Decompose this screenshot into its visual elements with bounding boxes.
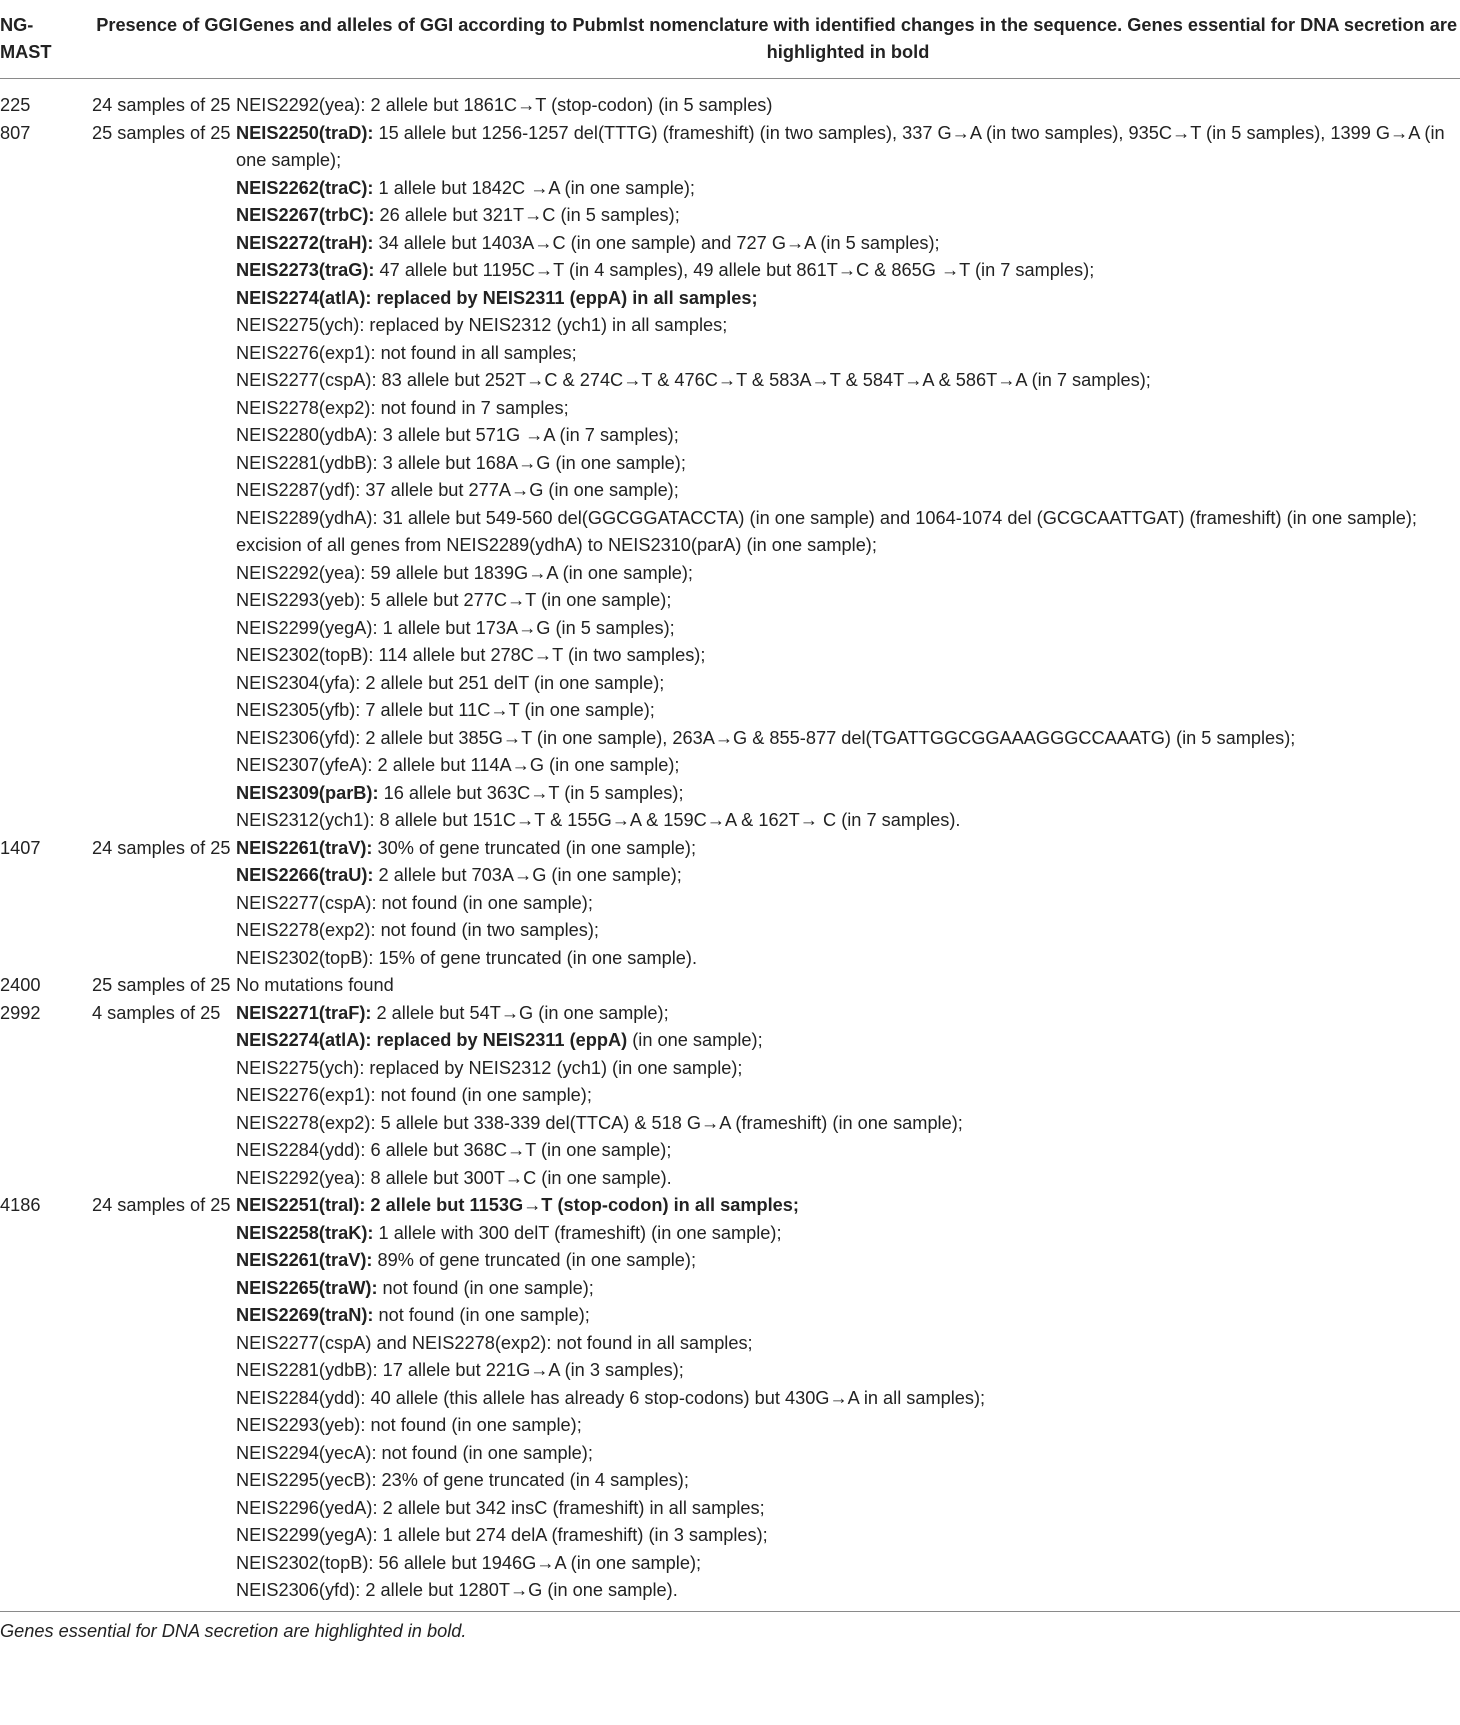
gene-entry (236, 285, 1454, 313)
gene-entry (236, 917, 1454, 945)
essential-gene-label: NEIS2265(traW): (236, 1277, 378, 1298)
gene-entry (236, 1495, 1454, 1523)
gene-change-text: NEIS2295(yecB): 23% of gene truncated (in 4 samples); (236, 1470, 689, 1490)
gene-change-text: NEIS2277(cspA): not found (in one sample); (236, 892, 593, 913)
gene-change-text: 15 allele but 1256-1257 del(TTTG) (frameshift) (in two samples), 337 G→A (in two samples), 935C→T (in 5 samples), 1399 G→A (in one sample); (236, 122, 1445, 170)
gene-change-text: excision of all genes from NEIS2289(ydhA) to NEIS2310(parA) (in one sample); (236, 535, 877, 555)
gene-entry (236, 725, 1454, 753)
gene-entry (236, 642, 1454, 670)
gene-change-text: NEIS2281(ydbB): 17 allele but 221G→A (in 3 samples); (236, 1360, 684, 1380)
gene-entry (236, 615, 1454, 643)
gene-entry (236, 1055, 1454, 1083)
gene-entry (236, 587, 1454, 615)
gene-entry (236, 505, 1454, 533)
genes-cell (236, 1000, 1460, 1193)
gene-entry (236, 202, 1454, 230)
table-row (0, 92, 1460, 120)
essential-gene-label: NEIS2271(traF): (236, 1002, 372, 1023)
gene-entry (236, 477, 1454, 505)
gene-change-text: NEIS2277(cspA): 83 allele but 252T→C & 274C→T & 476C→T & 583A→T & 584T→A & 586T→A (in 7 samples); (236, 370, 1151, 390)
table-row (0, 1192, 1460, 1605)
gene-entry (236, 1330, 1454, 1358)
gene-change-text: NEIS2299(yegA): 1 allele but 173A→G (in 5 samples); (236, 617, 675, 638)
gene-change-text: NEIS2312(ych1): 8 allele but 151C→T & 155G→A & 159C→A & 162T→ C (in 7 samples). (236, 810, 961, 830)
gene-entry (236, 422, 1454, 450)
gene-change-text: NEIS2280(ydbA): 3 allele but 571G →A (in 7 samples); (236, 425, 679, 445)
gene-entry (236, 1357, 1454, 1385)
header-genes: Genes and alleles of GGI according to Pubmlst nomenclature with identified changes in the sequence. Genes essential for DNA secretion are highlighted in bold (238, 15, 1458, 62)
gene-change-text: NEIS2278(exp2): not found (in two samples); (236, 920, 599, 940)
gene-change-text: 1 allele but 1842C →A (in one sample); (373, 177, 695, 198)
gene-entry (236, 1577, 1454, 1605)
gene-entry (236, 945, 1454, 973)
gene-entry (236, 1302, 1454, 1330)
gene-change-text: NEIS2292(yea): 8 allele but 300T→C (in one sample). (236, 1167, 672, 1188)
gene-entry (236, 1522, 1454, 1550)
genes-cell (236, 835, 1460, 973)
gene-change-text: NEIS2306(yfd): 2 allele but 1280T→G (in one sample). (236, 1580, 678, 1600)
gene-entry (236, 1110, 1454, 1138)
gene-entry (236, 532, 1454, 560)
gene-entry (236, 120, 1454, 175)
gene-change-text: not found (in one sample); (373, 1305, 590, 1325)
gene-change-text: NEIS2304(yfa): 2 allele but 251 delT (in one sample); (236, 672, 665, 693)
presence-cell: 25 samples of 25 (92, 975, 231, 995)
gene-entry (236, 1082, 1454, 1110)
gene-change-text: NEIS2293(yeb): 5 allele but 277C→T (in one sample); (236, 590, 672, 610)
essential-gene-label: NEIS2273(traG): (236, 260, 375, 280)
gene-change-text: NEIS2293(yeb): not found (in one sample); (236, 1415, 582, 1435)
essential-gene-label: NEIS2274(atlA): replaced by NEIS2311 (eppA) (236, 1030, 628, 1050)
ngmast-cell: 2992 (0, 1002, 41, 1023)
gene-change-text: 47 allele but 1195C→T (in 4 samples), 49 allele but 861T→C & 865G →T (in 7 samples); (374, 260, 1095, 280)
gene-change-text: 2 allele but 54T→G (in one sample); (371, 1002, 669, 1023)
gene-change-text: NEIS2275(ych): replaced by NEIS2312 (ych1) (in one sample); (236, 1057, 743, 1078)
essential-gene-label: NEIS2251(traI): 2 allele but 1153G→T (stop-codon) in all samples; (236, 1195, 799, 1215)
genes-cell (236, 92, 1460, 120)
essential-gene-label: NEIS2250(traD): (236, 122, 374, 143)
gene-entry (236, 367, 1454, 395)
gene-entry (236, 1275, 1454, 1303)
gene-entry (236, 972, 1454, 1000)
presence-cell: 24 samples of 25 (92, 837, 231, 858)
gene-entry (236, 780, 1454, 808)
gene-entry (236, 395, 1454, 423)
ngmast-cell: 1407 (0, 837, 41, 858)
gene-entry (236, 1027, 1454, 1055)
presence-cell: 24 samples of 25 (92, 95, 231, 115)
gene-change-text: NEIS2305(yfb): 7 allele but 11C→T (in one sample); (236, 700, 655, 720)
gene-change-text: 89% of gene truncated (in one sample); (372, 1250, 696, 1270)
gene-change-text: NEIS2275(ych): replaced by NEIS2312 (ych1) in all samples; (236, 315, 728, 335)
essential-gene-label: NEIS2258(traK): (236, 1222, 374, 1243)
gene-entry (236, 175, 1454, 203)
genes-cell (236, 1192, 1460, 1605)
presence-cell: 25 samples of 25 (92, 122, 231, 143)
table-row (0, 972, 1460, 1000)
essential-gene-label: NEIS2266(traU): (236, 865, 374, 885)
gene-change-text: 26 allele but 321T→C (in 5 samples); (374, 205, 680, 225)
gene-change-text: (in one sample); (627, 1030, 763, 1050)
gene-change-text: NEIS2284(ydd): 40 allele (this allele has already 6 stop-codons) but 430G→A in all samples); (236, 1387, 986, 1408)
gene-change-text: NEIS2292(yea): 59 allele but 1839G→A (in one sample); (236, 562, 693, 583)
gene-change-text: NEIS2289(ydhA): 31 allele but 549-560 del(GGCGGATACCTA) (in one sample) and 1064-1074 del (GCGCAATTGAT) (frameshift) (in one sample); (236, 507, 1417, 528)
gene-entry (236, 450, 1454, 478)
gene-entry (236, 560, 1454, 588)
gene-entry (236, 862, 1454, 890)
gene-entry (236, 1440, 1454, 1468)
gene-entry (236, 312, 1454, 340)
gene-entry (236, 835, 1454, 863)
presence-cell: 4 samples of 25 (92, 1002, 221, 1023)
gene-entry (236, 697, 1454, 725)
gene-change-text: NEIS2294(yecA): not found (in one sample); (236, 1442, 593, 1463)
gene-entry (236, 340, 1454, 368)
gene-entry (236, 1165, 1454, 1193)
gene-entry (236, 1000, 1454, 1028)
gene-entry (236, 1220, 1454, 1248)
essential-gene-label: NEIS2272(traH): (236, 232, 374, 253)
gene-change-text: NEIS2278(exp2): not found in 7 samples; (236, 397, 569, 418)
gene-change-text: NEIS2287(ydf): 37 allele but 277A→G (in one sample); (236, 480, 679, 500)
gene-entry (236, 752, 1454, 780)
gene-entry (236, 1192, 1454, 1220)
gene-change-text: NEIS2306(yfd): 2 allele but 385G→T (in one sample), 263A→G & 855-877 del(TGATTGGCGGAAAGGGCCAAATG) (in 5 samples); (236, 727, 1296, 748)
gene-change-text: No mutations found (236, 975, 394, 995)
table-body (0, 79, 1460, 1605)
gene-change-text: NEIS2299(yegA): 1 allele but 274 delA (frameshift) (in 3 samples); (236, 1525, 768, 1545)
genes-cell (236, 120, 1460, 835)
gene-change-text: NEIS2307(yfeA): 2 allele but 114A→G (in one sample); (236, 755, 680, 775)
table-row (0, 120, 1460, 835)
header-ngmast: NG-MAST (0, 15, 52, 62)
essential-gene-label: NEIS2261(traV): (236, 837, 373, 858)
gene-entry (236, 1137, 1454, 1165)
essential-gene-label: NEIS2267(trbC): (236, 205, 375, 225)
gene-entry (236, 92, 1454, 120)
gene-change-text: NEIS2296(yedA): 2 allele but 342 insC (frameshift) in all samples; (236, 1497, 765, 1518)
header-presence: Presence of GGI (96, 15, 238, 35)
gene-change-text: not found (in one sample); (377, 1277, 594, 1298)
essential-gene-label: NEIS2269(traN): (236, 1305, 374, 1325)
genes-cell (236, 972, 1460, 1000)
ngmast-cell: 2400 (0, 975, 41, 995)
presence-cell: 24 samples of 25 (92, 1195, 231, 1215)
essential-gene-label: NEIS2262(traC): (236, 177, 374, 198)
gene-change-text: 16 allele but 363C→T (in 5 samples); (378, 782, 684, 803)
gene-change-text: 2 allele but 703A→G (in one sample); (373, 865, 682, 885)
gene-change-text: 34 allele but 1403A→C (in one sample) and 727 G→A (in 5 samples); (373, 232, 940, 253)
gene-entry (236, 230, 1454, 258)
gene-change-text: NEIS2302(topB): 56 allele but 1946G→A (in one sample); (236, 1552, 702, 1573)
gene-entry (236, 257, 1454, 285)
gene-change-text: NEIS2276(exp1): not found in all samples; (236, 342, 577, 363)
ngmast-cell: 807 (0, 122, 31, 143)
gene-change-text: NEIS2284(ydd): 6 allele but 368C→T (in one sample); (236, 1140, 672, 1160)
gene-change-text: 30% of gene truncated (in one sample); (372, 837, 696, 858)
gene-change-text: 1 allele with 300 delT (frameshift) (in one sample); (373, 1222, 782, 1243)
gene-change-text: NEIS2278(exp2): 5 allele but 338-339 del(TTCA) & 518 G→A (frameshift) (in one sample); (236, 1112, 963, 1133)
gene-change-text: NEIS2292(yea): 2 allele but 1861C→T (stop-codon) (in 5 samples) (236, 95, 773, 115)
gene-change-text: NEIS2302(topB): 15% of gene truncated (in one sample). (236, 947, 698, 968)
gene-change-text: NEIS2302(topB): 114 allele but 278C→T (in two samples); (236, 645, 706, 665)
gene-entry (236, 1385, 1454, 1413)
gene-entry (236, 807, 1454, 835)
gene-entry (236, 670, 1454, 698)
gene-change-text: NEIS2281(ydbB): 3 allele but 168A→G (in one sample); (236, 452, 686, 473)
essential-gene-label: NEIS2261(traV): (236, 1250, 373, 1270)
table-row (0, 1000, 1460, 1193)
footnote: Genes essential for DNA secretion are highlighted in bold. (0, 1620, 467, 1641)
ngmast-cell: 225 (0, 95, 31, 115)
gene-entry (236, 1550, 1454, 1578)
gene-entry (236, 890, 1454, 918)
table-row (0, 835, 1460, 973)
gene-entry (236, 1412, 1454, 1440)
essential-gene-label: NEIS2274(atlA): replaced by NEIS2311 (eppA) in all samples; (236, 287, 758, 308)
essential-gene-label: NEIS2309(parB): (236, 782, 379, 803)
ngmast-cell: 4186 (0, 1195, 41, 1215)
gene-change-text: NEIS2277(cspA) and NEIS2278(exp2): not found in all samples; (236, 1332, 753, 1353)
gene-change-text: NEIS2276(exp1): not found (in one sample); (236, 1085, 592, 1105)
table-header (0, 0, 1460, 79)
gene-entry (236, 1247, 1454, 1275)
gene-entry (236, 1467, 1454, 1495)
